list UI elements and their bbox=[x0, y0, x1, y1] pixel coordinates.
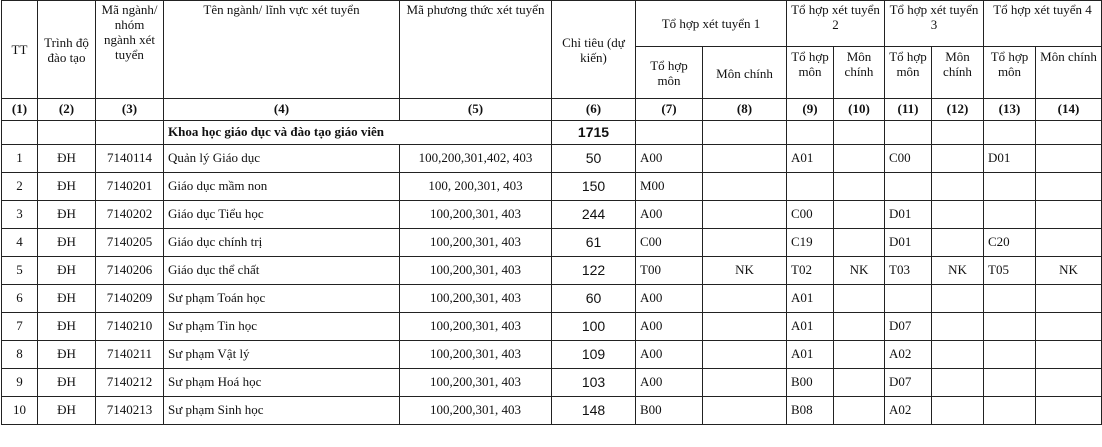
combo-1-subjects: A00 bbox=[636, 341, 703, 369]
combo-4-subjects: D01 bbox=[984, 145, 1036, 173]
header-quota: Chỉ tiêu (dự kiến) bbox=[552, 1, 636, 99]
major-name: Sư phạm Toán học bbox=[164, 285, 400, 313]
table-row bbox=[2, 341, 1102, 369]
major-name: Giáo dục mầm non bbox=[164, 173, 400, 201]
header-main-subject: Môn chính bbox=[703, 47, 787, 99]
combo-2-main bbox=[834, 229, 885, 257]
major-name: Sư phạm Tin học bbox=[164, 313, 400, 341]
major-name: Giáo dục Tiểu học bbox=[164, 201, 400, 229]
combo-2-subjects: A01 bbox=[787, 145, 834, 173]
column-number: (6) bbox=[552, 99, 636, 121]
quota: 244 bbox=[552, 201, 636, 229]
row-index: 3 bbox=[2, 201, 38, 229]
combo-1-main: NK bbox=[703, 257, 787, 285]
combo-3-subjects bbox=[885, 285, 932, 313]
combo-3-subjects: D07 bbox=[885, 369, 932, 397]
combo-3-subjects: D07 bbox=[885, 313, 932, 341]
combo-2-main bbox=[834, 173, 885, 201]
header-main-subject: Môn chính bbox=[932, 47, 984, 99]
row-index: 9 bbox=[2, 369, 38, 397]
combo-4-subjects bbox=[984, 173, 1036, 201]
combo-3-subjects: C00 bbox=[885, 145, 932, 173]
group-cell bbox=[932, 121, 984, 145]
row-index: 2 bbox=[2, 173, 38, 201]
column-number: (1) bbox=[2, 99, 38, 121]
method-codes: 100,200,301, 403 bbox=[400, 397, 552, 425]
major-code: 7140213 bbox=[96, 397, 164, 425]
combo-3-main bbox=[932, 201, 984, 229]
table-row bbox=[2, 229, 1102, 257]
combo-2-subjects: B08 bbox=[787, 397, 834, 425]
major-name: Giáo dục chính trị bbox=[164, 229, 400, 257]
quota: 150 bbox=[552, 173, 636, 201]
header-combo-subjects: Tổ hợp môn bbox=[984, 47, 1036, 99]
header-training-level: Trình độ đào tạo bbox=[38, 1, 96, 99]
combo-1-subjects: T00 bbox=[636, 257, 703, 285]
combo-3-subjects: D01 bbox=[885, 201, 932, 229]
combo-4-subjects bbox=[984, 201, 1036, 229]
column-number: (4) bbox=[164, 99, 400, 121]
combo-4-main bbox=[1036, 313, 1102, 341]
row-index: 7 bbox=[2, 313, 38, 341]
combo-1-subjects: A00 bbox=[636, 369, 703, 397]
column-number: (2) bbox=[38, 99, 96, 121]
training-level: ĐH bbox=[38, 201, 96, 229]
table-row bbox=[2, 201, 1102, 229]
combo-4-main bbox=[1036, 285, 1102, 313]
quota: 61 bbox=[552, 229, 636, 257]
method-codes: 100,200,301, 403 bbox=[400, 285, 552, 313]
header-combo-subjects: Tổ hợp môn bbox=[787, 47, 834, 99]
table-row bbox=[2, 285, 1102, 313]
major-name: Giáo dục thể chất bbox=[164, 257, 400, 285]
combo-2-main bbox=[834, 313, 885, 341]
major-code: 7140206 bbox=[96, 257, 164, 285]
table-row bbox=[2, 145, 1102, 173]
quota: 50 bbox=[552, 145, 636, 173]
table-row bbox=[2, 313, 1102, 341]
major-code: 7140212 bbox=[96, 369, 164, 397]
major-code: 7140211 bbox=[96, 341, 164, 369]
quota: 122 bbox=[552, 257, 636, 285]
combo-2-main bbox=[834, 369, 885, 397]
column-number: (14) bbox=[1036, 99, 1102, 121]
combo-3-main bbox=[932, 229, 984, 257]
admission-table bbox=[1, 0, 1102, 425]
combo-2-main bbox=[834, 341, 885, 369]
training-level: ĐH bbox=[38, 257, 96, 285]
combo-2-subjects: A01 bbox=[787, 285, 834, 313]
table-row bbox=[2, 173, 1102, 201]
combo-1-subjects: A00 bbox=[636, 201, 703, 229]
column-number: (8) bbox=[703, 99, 787, 121]
combo-2-main bbox=[834, 145, 885, 173]
group-cell bbox=[703, 121, 787, 145]
combo-4-subjects bbox=[984, 341, 1036, 369]
combo-4-subjects: T05 bbox=[984, 257, 1036, 285]
group-quota: 1715 bbox=[552, 121, 636, 145]
header-main-subject: Môn chính bbox=[834, 47, 885, 99]
combo-1-subjects: M00 bbox=[636, 173, 703, 201]
major-code: 7140201 bbox=[96, 173, 164, 201]
header-method-code: Mã phương thức xét tuyển bbox=[400, 1, 552, 99]
combo-3-main bbox=[932, 369, 984, 397]
header-tt: TT bbox=[2, 1, 38, 99]
row-index: 8 bbox=[2, 341, 38, 369]
combo-4-main bbox=[1036, 173, 1102, 201]
method-codes: 100,200,301, 403 bbox=[400, 369, 552, 397]
group-cell bbox=[38, 121, 96, 145]
combo-1-main bbox=[703, 397, 787, 425]
method-codes: 100,200,301,402, 403 bbox=[400, 145, 552, 173]
combo-1-main bbox=[703, 201, 787, 229]
column-number: (5) bbox=[400, 99, 552, 121]
combo-1-main bbox=[703, 285, 787, 313]
combo-3-subjects: T03 bbox=[885, 257, 932, 285]
group-cell bbox=[96, 121, 164, 145]
combo-4-main bbox=[1036, 145, 1102, 173]
combo-1-subjects: B00 bbox=[636, 397, 703, 425]
combo-3-main bbox=[932, 145, 984, 173]
training-level: ĐH bbox=[38, 341, 96, 369]
combo-2-subjects: T02 bbox=[787, 257, 834, 285]
major-name: Sư phạm Vật lý bbox=[164, 341, 400, 369]
combo-2-main: NK bbox=[834, 257, 885, 285]
method-codes: 100,200,301, 403 bbox=[400, 257, 552, 285]
method-codes: 100,200,301, 403 bbox=[400, 313, 552, 341]
column-number: (7) bbox=[636, 99, 703, 121]
row-index: 4 bbox=[2, 229, 38, 257]
quota: 60 bbox=[552, 285, 636, 313]
header-combo-subjects: Tổ hợp môn bbox=[636, 47, 703, 99]
combo-4-main bbox=[1036, 369, 1102, 397]
training-level: ĐH bbox=[38, 229, 96, 257]
row-index: 5 bbox=[2, 257, 38, 285]
combo-3-main: NK bbox=[932, 257, 984, 285]
combo-4-subjects bbox=[984, 285, 1036, 313]
group-cell bbox=[984, 121, 1036, 145]
combo-1-subjects: A00 bbox=[636, 313, 703, 341]
quota: 100 bbox=[552, 313, 636, 341]
training-level: ĐH bbox=[38, 285, 96, 313]
group-cell bbox=[2, 121, 38, 145]
combo-4-main bbox=[1036, 201, 1102, 229]
header-combo-4: Tổ hợp xét tuyển 4 bbox=[984, 1, 1102, 47]
major-name: Sư phạm Hoá học bbox=[164, 369, 400, 397]
column-number: (12) bbox=[932, 99, 984, 121]
combo-3-main bbox=[932, 285, 984, 313]
group-name: Khoa học giáo dục và đào tạo giáo viên bbox=[164, 121, 552, 145]
method-codes: 100,200,301, 403 bbox=[400, 201, 552, 229]
combo-2-main bbox=[834, 201, 885, 229]
combo-1-subjects: A00 bbox=[636, 285, 703, 313]
combo-4-main bbox=[1036, 229, 1102, 257]
combo-3-main bbox=[932, 173, 984, 201]
training-level: ĐH bbox=[38, 369, 96, 397]
combo-4-subjects bbox=[984, 313, 1036, 341]
combo-3-subjects: A02 bbox=[885, 397, 932, 425]
method-codes: 100, 200,301, 403 bbox=[400, 173, 552, 201]
major-code: 7140114 bbox=[96, 145, 164, 173]
major-name: Sư phạm Sinh học bbox=[164, 397, 400, 425]
table-row bbox=[2, 257, 1102, 285]
header-major-code: Mã ngành/ nhóm ngành xét tuyển bbox=[96, 1, 164, 99]
combo-3-subjects: A02 bbox=[885, 341, 932, 369]
combo-4-main: NK bbox=[1036, 257, 1102, 285]
combo-2-main bbox=[834, 397, 885, 425]
major-code: 7140205 bbox=[96, 229, 164, 257]
header-combo-subjects: Tổ hợp môn bbox=[885, 47, 932, 99]
major-code: 7140210 bbox=[96, 313, 164, 341]
row-index: 6 bbox=[2, 285, 38, 313]
method-codes: 100,200,301, 403 bbox=[400, 229, 552, 257]
column-number: (13) bbox=[984, 99, 1036, 121]
combo-3-subjects: D01 bbox=[885, 229, 932, 257]
combo-2-subjects: B00 bbox=[787, 369, 834, 397]
header-combo-1: Tổ hợp xét tuyển 1 bbox=[636, 1, 787, 47]
group-cell bbox=[834, 121, 885, 145]
header-major-name: Tên ngành/ lĩnh vực xét tuyển bbox=[164, 1, 400, 99]
combo-1-main bbox=[703, 313, 787, 341]
group-cell bbox=[885, 121, 932, 145]
group-cell bbox=[636, 121, 703, 145]
training-level: ĐH bbox=[38, 145, 96, 173]
header-combo-3: Tổ hợp xét tuyển 3 bbox=[885, 1, 984, 47]
quota: 109 bbox=[552, 341, 636, 369]
combo-4-subjects: C20 bbox=[984, 229, 1036, 257]
column-number: (3) bbox=[96, 99, 164, 121]
table-row bbox=[2, 369, 1102, 397]
combo-1-main bbox=[703, 229, 787, 257]
combo-4-subjects bbox=[984, 397, 1036, 425]
combo-1-subjects: C00 bbox=[636, 229, 703, 257]
combo-1-main bbox=[703, 145, 787, 173]
combo-1-main bbox=[703, 341, 787, 369]
column-number: (11) bbox=[885, 99, 932, 121]
quota: 103 bbox=[552, 369, 636, 397]
combo-2-subjects: C00 bbox=[787, 201, 834, 229]
header-combo-2: Tổ hợp xét tuyển 2 bbox=[787, 1, 885, 47]
group-cell bbox=[787, 121, 834, 145]
method-codes: 100,200,301, 403 bbox=[400, 341, 552, 369]
column-number: (9) bbox=[787, 99, 834, 121]
table-row bbox=[2, 397, 1102, 425]
combo-1-main bbox=[703, 173, 787, 201]
combo-4-main bbox=[1036, 341, 1102, 369]
major-name: Quản lý Giáo dục bbox=[164, 145, 400, 173]
major-code: 7140209 bbox=[96, 285, 164, 313]
combo-3-main bbox=[932, 341, 984, 369]
major-code: 7140202 bbox=[96, 201, 164, 229]
combo-2-subjects bbox=[787, 173, 834, 201]
combo-4-subjects bbox=[984, 369, 1036, 397]
header-main-subject: Môn chính bbox=[1036, 47, 1102, 99]
combo-2-subjects: C19 bbox=[787, 229, 834, 257]
combo-2-subjects: A01 bbox=[787, 313, 834, 341]
row-index: 1 bbox=[2, 145, 38, 173]
combo-4-main bbox=[1036, 397, 1102, 425]
combo-1-main bbox=[703, 369, 787, 397]
combo-2-subjects: A01 bbox=[787, 341, 834, 369]
training-level: ĐH bbox=[38, 397, 96, 425]
combo-3-main bbox=[932, 397, 984, 425]
training-level: ĐH bbox=[38, 313, 96, 341]
row-index: 10 bbox=[2, 397, 38, 425]
combo-1-subjects: A00 bbox=[636, 145, 703, 173]
group-cell bbox=[1036, 121, 1102, 145]
combo-3-subjects bbox=[885, 173, 932, 201]
quota: 148 bbox=[552, 397, 636, 425]
training-level: ĐH bbox=[38, 173, 96, 201]
column-number: (10) bbox=[834, 99, 885, 121]
combo-2-main bbox=[834, 285, 885, 313]
combo-3-main bbox=[932, 313, 984, 341]
